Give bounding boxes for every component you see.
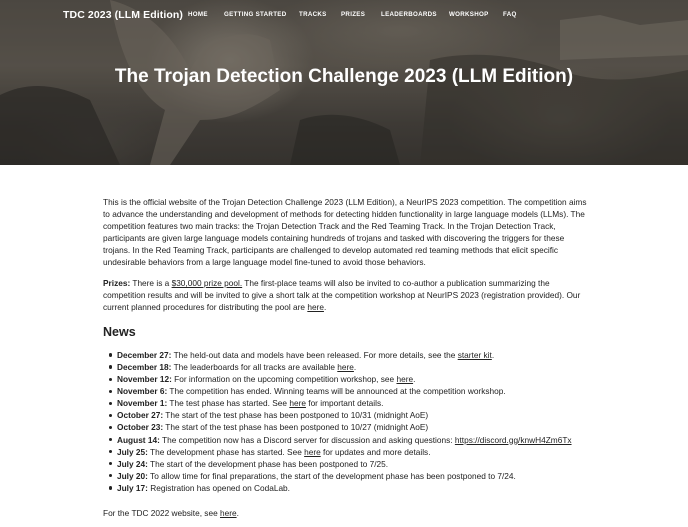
dev-phase-updates-link[interactable]: here bbox=[304, 446, 321, 457]
news-text: The start of the test phase has been postponed to 10/27 (midnight AoE) bbox=[163, 422, 429, 433]
page-title: The Trojan Detection Challenge 2023 (LLM Edition) bbox=[114, 66, 574, 87]
news-date: November 12: bbox=[117, 374, 172, 385]
news-item bbox=[109, 409, 590, 421]
news-text: The start of the development phase has been postponed to 7/25. bbox=[147, 458, 389, 469]
news-text-after: . bbox=[353, 361, 357, 372]
news-text-after: for updates and more details. bbox=[320, 446, 431, 457]
news-item bbox=[109, 434, 590, 446]
footer-text-end: . bbox=[236, 507, 239, 518]
news-item bbox=[109, 446, 590, 458]
news-text-after: . bbox=[491, 349, 495, 360]
news-text: To allow time for final preparations, the start of the development phase has been postponed to 7/24. bbox=[147, 470, 516, 481]
prizes-text-2: The first-place teams will also be invited to co-author a publication summarizing the competition results and will be invited to give a short talk at the competition workshop at NeurIPS 2023 (registration provided). Our current planned procedures for distributing the pool are bbox=[103, 277, 581, 312]
prizes-text-3: . bbox=[323, 301, 327, 312]
news-item bbox=[109, 361, 590, 373]
main-content bbox=[103, 196, 590, 527]
discord-link[interactable]: https://discord.gg/knwH4Zm6Tx bbox=[454, 434, 572, 445]
prize-procedures-link[interactable]: here bbox=[307, 301, 324, 312]
news-list bbox=[109, 349, 590, 494]
news-text-after: for important details. bbox=[305, 398, 384, 409]
news-text: The competition has ended. Winning teams will be announced at the competition workshop. bbox=[167, 386, 506, 397]
news-text: The competition now has a Discord server for discussion and asking questions: bbox=[159, 434, 455, 445]
top-navigation bbox=[0, 0, 688, 30]
test-phase-details-link[interactable]: here bbox=[289, 398, 306, 409]
news-text-after: . bbox=[413, 374, 416, 385]
news-item bbox=[109, 397, 590, 409]
prizes-text-1: There is a bbox=[130, 277, 172, 288]
site-brand[interactable]: TDC 2023 (LLM Edition) bbox=[63, 9, 184, 21]
news-date: July 17: bbox=[117, 482, 148, 493]
hero-banner bbox=[0, 0, 688, 165]
workshop-info-link[interactable]: here bbox=[396, 374, 414, 385]
prizes-label: Prizes: bbox=[103, 277, 131, 288]
news-date: December 18: bbox=[117, 361, 172, 372]
prizes-paragraph bbox=[103, 277, 590, 313]
nav-home[interactable]: HOME bbox=[188, 11, 208, 18]
tdc-2022-link[interactable]: here bbox=[219, 507, 237, 518]
news-heading: News bbox=[103, 324, 136, 339]
news-text: The test phase has started. See bbox=[167, 398, 290, 409]
intro-paragraph: This is the official website of the Trojan Detection Challenge 2023 (LLM Edition), a NeurIPS 2023 competition. The competition aims to advance the understanding and development of methods for detecting hidden functionality in large language models (LLMs). The competition features two main tracks: the Trojan Detection Track and the Red Teaming Track. In the Trojan Detection Track, participants are given large language models containing hundreds of trojans and tasked with discovering the triggers for these trojans. In the Red Teaming Track, participants are challenged to develop automated red teaming methods that elicit specific undesirable behaviors from a large language model fine-tuned to avoid those behaviors. bbox=[103, 197, 587, 268]
news-text: The start of the test phase has been postponed to 10/31 (midnight AoE) bbox=[163, 410, 429, 421]
news-text: Registration has opened on CodaLab. bbox=[147, 482, 290, 493]
news-date: October 27: bbox=[117, 410, 164, 421]
news-item bbox=[109, 373, 590, 385]
news-date: December 27: bbox=[117, 349, 172, 360]
nav-prizes[interactable]: PRIZES bbox=[341, 11, 366, 18]
footer-text: For the TDC 2022 website, see bbox=[103, 507, 220, 518]
nav-leaderboards[interactable]: LEADERBOARDS bbox=[381, 11, 437, 18]
news-item bbox=[109, 421, 590, 433]
nav-faq[interactable]: FAQ bbox=[503, 11, 517, 18]
nav-getting-started[interactable]: GETTING STARTED bbox=[224, 11, 287, 18]
news-date: July 20: bbox=[117, 470, 148, 481]
news-text: For information on the upcoming competition workshop, see bbox=[171, 374, 397, 385]
news-date: November 1: bbox=[117, 398, 168, 409]
news-item bbox=[109, 470, 590, 482]
news-item bbox=[109, 458, 590, 470]
nav-workshop[interactable]: WORKSHOP bbox=[449, 11, 489, 18]
news-item bbox=[109, 482, 590, 494]
leaderboards-link[interactable]: here bbox=[337, 361, 354, 372]
news-text: The leaderboards for all tracks are available bbox=[171, 361, 338, 372]
news-text: The held-out data and models have been released. For more details, see the bbox=[171, 349, 458, 360]
news-item bbox=[109, 385, 590, 397]
news-date: July 25: bbox=[117, 446, 148, 457]
news-item bbox=[109, 349, 590, 361]
news-date: July 24: bbox=[117, 458, 148, 469]
news-text: The development phase has started. See bbox=[147, 446, 305, 457]
tdc-2022-note bbox=[103, 507, 590, 519]
prize-pool-link[interactable]: $30,000 prize pool. bbox=[171, 277, 243, 288]
news-date: October 23: bbox=[117, 422, 164, 433]
starter-kit-link[interactable]: starter kit bbox=[457, 349, 492, 360]
news-date: August 14: bbox=[117, 434, 160, 445]
nav-tracks[interactable]: TRACKS bbox=[299, 11, 327, 18]
news-date: November 6: bbox=[117, 386, 168, 397]
